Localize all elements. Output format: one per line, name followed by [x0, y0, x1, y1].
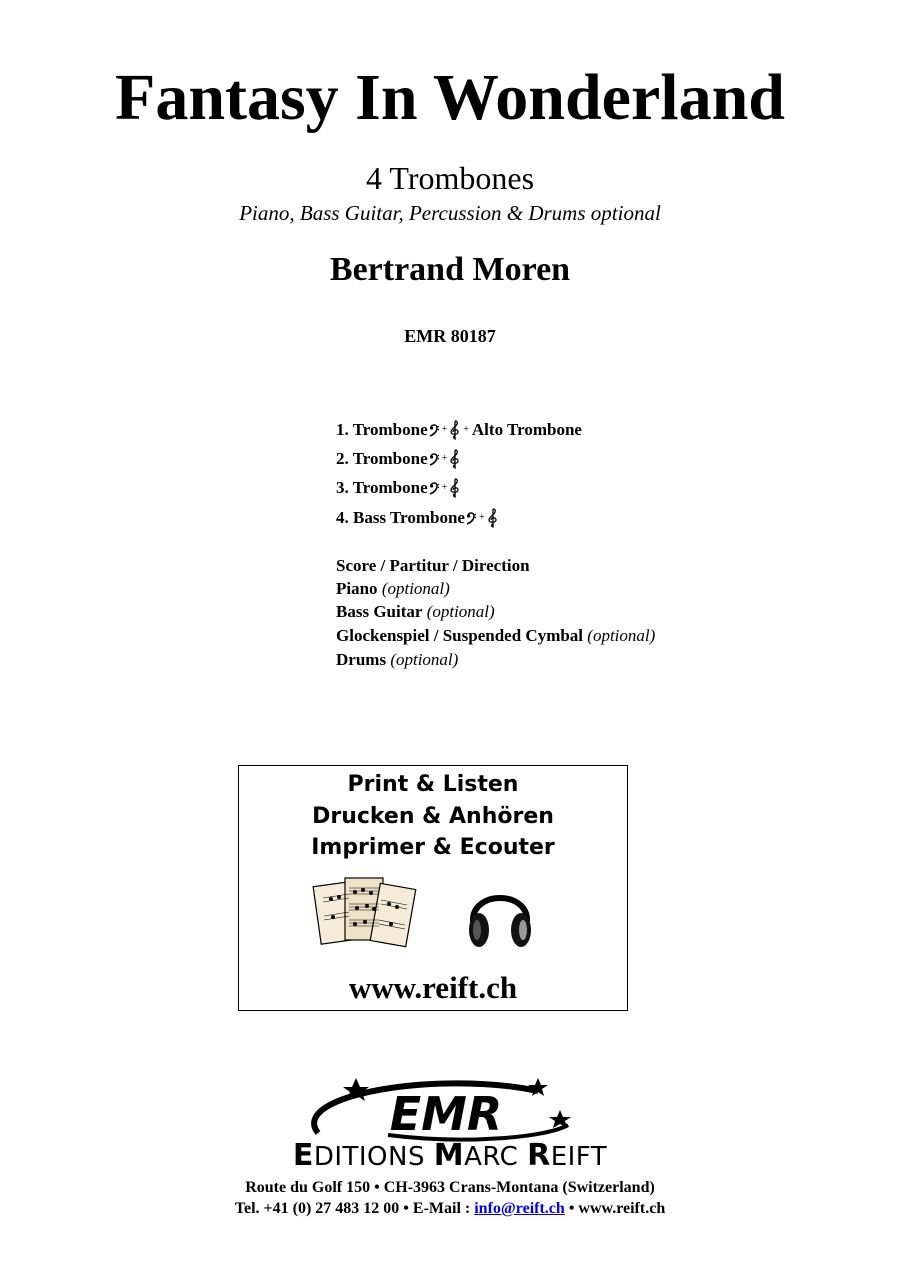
- part-label: 4. Bass Trombone: [336, 508, 465, 527]
- publisher-address: Route du Golf 150 • CH-3963 Crans-Montana (Switzerland): [245, 1179, 655, 1196]
- publisher-name-initial: M: [433, 1138, 465, 1173]
- extra-part-note: (optional): [426, 602, 495, 621]
- promo-line-fr: Imprimer & Ecouter: [311, 835, 555, 860]
- extra-part-name: Drums: [336, 650, 387, 669]
- emr-logo-text: EMR: [389, 1087, 503, 1141]
- extra-part-name: Score / Partitur / Direction: [336, 556, 530, 575]
- extra-part-name: Bass Guitar: [336, 602, 423, 621]
- contact-web: • www.reift.ch: [564, 1200, 666, 1217]
- clef-symbols: +: [429, 448, 461, 470]
- part-label: 3. Trombone: [336, 478, 428, 497]
- part-row: [336, 419, 582, 441]
- extra-part-note: (optional): [587, 626, 656, 645]
- promo-line-de: Drucken & Anhören: [312, 804, 554, 829]
- part-row: [336, 477, 460, 499]
- extra-part: [336, 555, 530, 577]
- sheet-music-icon: [311, 874, 423, 954]
- clef-symbols: +: [466, 507, 498, 529]
- treble-clef-icon: [488, 508, 498, 528]
- extra-part: [336, 625, 655, 647]
- page-title: Fantasy In Wonderland: [115, 61, 785, 134]
- publisher-name-part: ARC: [464, 1142, 528, 1172]
- extra-part: [336, 601, 495, 623]
- bass-clef-icon: [429, 451, 439, 467]
- extra-part-note: (optional): [381, 579, 450, 598]
- treble-clef-icon: [450, 449, 460, 469]
- clef-symbols: +: [429, 477, 461, 499]
- publisher-contact: [0, 1199, 900, 1219]
- treble-clef-icon: [450, 478, 460, 498]
- part-row: [336, 448, 460, 470]
- extra-part-name: Glockenspiel / Suspended Cymbal: [336, 626, 584, 645]
- extra-part: [336, 578, 450, 600]
- part-suffix: Alto Trombone: [471, 420, 582, 439]
- bass-clef-icon: [429, 480, 439, 496]
- catalog-number: EMR 80187: [404, 326, 496, 346]
- bass-clef-icon: [466, 510, 476, 526]
- extra-part: [336, 649, 458, 671]
- contact-tel: Tel. +41 (0) 27 483 12 00 • E-Mail :: [234, 1200, 475, 1217]
- part-label: 2. Trombone: [336, 449, 428, 468]
- publisher-name: [0, 1138, 900, 1173]
- bass-clef-icon: [429, 422, 439, 438]
- part-row: [336, 507, 498, 529]
- instrumentation: 4 Trombones: [365, 160, 535, 196]
- email-link[interactable]: info@reift.ch: [474, 1200, 565, 1217]
- composer-name: Bertrand Moren: [329, 251, 571, 288]
- publisher-name-initial: R: [527, 1138, 551, 1173]
- publisher-name-part: EIFT: [550, 1142, 608, 1172]
- extra-part-name: Piano: [336, 579, 378, 598]
- publisher-name-initial: E: [292, 1138, 314, 1173]
- headphones-icon: [465, 878, 535, 958]
- promo-line-en: Print & Listen: [347, 772, 519, 797]
- promo-url: www.reift.ch: [348, 970, 518, 1005]
- optional-instruments: Piano, Bass Guitar, Percussion & Drums optional: [239, 201, 661, 225]
- treble-clef-icon: [450, 420, 460, 440]
- part-label: 1. Trombone: [336, 420, 428, 439]
- print-listen-box: [238, 765, 628, 1011]
- extra-part-note: (optional): [390, 650, 459, 669]
- publisher-name-part: DITIONS: [313, 1142, 434, 1172]
- clef-symbols: + +: [429, 419, 472, 441]
